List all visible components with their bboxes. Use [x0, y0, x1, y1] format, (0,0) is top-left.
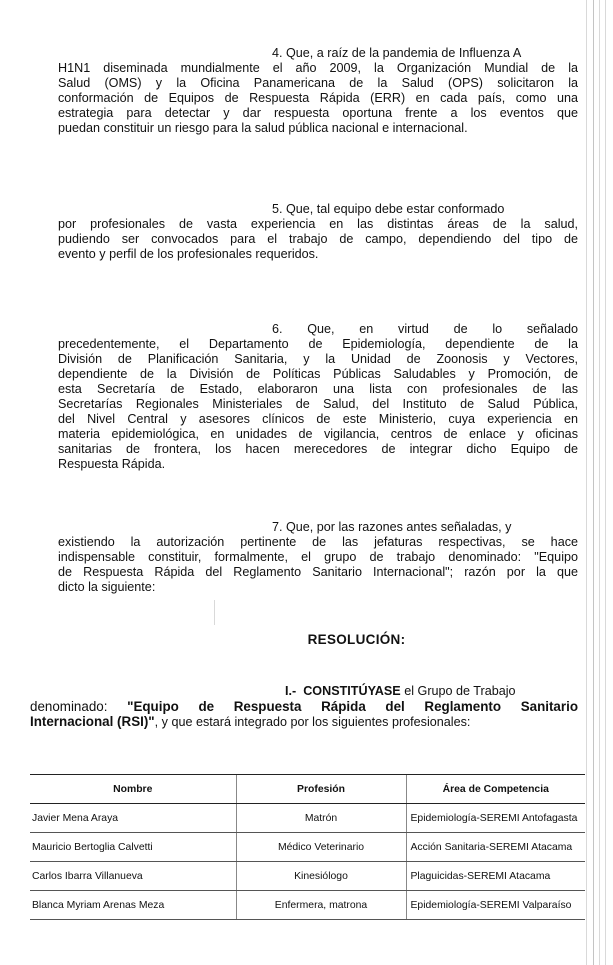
cell-nombre: Javier Mena Araya	[30, 804, 236, 833]
cell-nombre: Carlos Ibarra Villanueva	[30, 862, 236, 891]
paragraph-line: puedan constituir un riesgo para la salud pública nacional e internacional.	[58, 121, 468, 135]
cell-profesion: Kinesiólogo	[236, 862, 406, 891]
paragraph-line: Secretarías Regionales Ministeriales de Salud, del Instituto de Salud Pública,	[58, 397, 578, 411]
item-text: , y que estará integrado por los siguientes profesionales:	[154, 715, 471, 729]
header-nombre: Nombre	[30, 775, 236, 804]
paragraph-line: del Nivel Central y asesores clínicos de este Ministerio, cuya experiencia en	[58, 412, 578, 426]
resolution-heading	[0, 632, 613, 647]
paragraph-line	[30, 714, 578, 730]
paragraph-line	[30, 699, 578, 714]
paragraph-line: de Respuesta Rápida del Reglamento Sanitario Internacional"; razón por la que	[58, 565, 578, 579]
paragraph-5	[58, 202, 578, 262]
cell-profesion: Médico Veterinario	[236, 833, 406, 862]
cell-area: Acción Sanitaria-SEREMI Atacama	[406, 833, 585, 862]
paragraph-6	[58, 322, 578, 472]
paragraph-line: 4. Que, a raíz de la pandemia de Influenza A	[272, 46, 522, 60]
item-text: el Grupo de Trabajo	[400, 684, 516, 698]
paragraph-line: evento y perfil de los profesionales requeridos.	[58, 247, 319, 261]
paragraph-line: existiendo la autorización pertinente de las jefaturas respectivas, se hace	[58, 535, 578, 549]
item-bold-text: "Equipo de Respuesta Rápida del Reglamento Sanitario	[127, 699, 578, 714]
table-row	[30, 862, 585, 891]
paragraph-line: 5. Que, tal equipo debe estar conformado	[272, 202, 505, 216]
scan-artifact-line	[586, 0, 587, 965]
paragraph-line: dicto la siguiente:	[58, 580, 156, 594]
paragraph-line: estrategia para detectar y dar respuesta oportuna frente a los eventos que	[58, 106, 578, 120]
item-verb: CONSTITÚYASE	[303, 684, 401, 698]
paragraph-line: conformación de Equipos de Respuesta Rápida (ERR) en cada país, como una	[58, 91, 578, 105]
table-row	[30, 833, 585, 862]
professionals-table	[30, 774, 585, 920]
paragraph-line: Salud (OMS) y la Oficina Panamericana de la Salud (OPS) solicitaron la	[58, 76, 578, 90]
scan-artifact-line	[593, 0, 594, 965]
header-profesion: Profesión	[236, 775, 406, 804]
paragraph-line: precedentemente, el Departamento de Epidemiología, dependiente de la	[58, 337, 578, 351]
paragraph-line: dependiente de la División de Políticas Públicas Saludables y Promoción, de	[58, 367, 578, 381]
cell-profesion: Matrón	[236, 804, 406, 833]
paragraph-line: por profesionales de vasta experiencia en las distintas áreas de la salud,	[58, 217, 578, 231]
paragraph-line: H1N1 diseminada mundialmente el año 2009, la Organización Mundial de la	[58, 61, 578, 75]
paragraph-4	[58, 46, 578, 136]
table-header-row	[30, 775, 585, 804]
item-bold-text: Internacional (RSI)"	[30, 714, 155, 729]
paragraph-line: indispensable constituir, formalmente, el grupo de trabajo denominado: "Equipo	[58, 550, 578, 564]
paragraph-line: División de Planificación Sanitaria, y la Unidad de Zoonosis y Vectores,	[58, 352, 578, 366]
scan-artifact-line	[605, 0, 606, 965]
paragraph-line: 7. Que, por las razones antes señaladas, y	[272, 520, 512, 534]
paragraph-line: Respuesta Rápida.	[58, 457, 166, 471]
table-row	[30, 891, 585, 920]
header-area: Área de Competencia	[406, 775, 585, 804]
paragraph-line: pudiendo ser convocados para el trabajo de campo, dependiendo del tipo de	[58, 232, 578, 246]
paragraph-line	[30, 684, 578, 699]
cell-nombre: Blanca Myriam Arenas Meza	[30, 891, 236, 920]
cell-area: Epidemiología-SEREMI Valparaíso	[406, 891, 585, 920]
cell-area: Epidemiología-SEREMI Antofagasta	[406, 804, 585, 833]
cell-profesion: Enfermera, matrona	[236, 891, 406, 920]
cell-area: Plaguicidas-SEREMI Atacama	[406, 862, 585, 891]
scan-artifact-line	[599, 0, 600, 965]
scan-artifact-line	[214, 600, 215, 625]
item-text: denominado:	[30, 699, 128, 714]
cell-nombre: Mauricio Bertoglia Calvetti	[30, 833, 236, 862]
paragraph-line: 6. Que, en virtud de lo señalado	[272, 322, 578, 336]
table-row	[30, 804, 585, 833]
resolution-item-1	[30, 684, 578, 730]
item-number: I.-	[285, 684, 297, 698]
paragraph-line: materia epidemiológica, en unidades de vigilancia, centros de enlace y oficinas	[58, 427, 578, 441]
paragraph-line: esta Secretaría de Estado, elaboraron una lista con profesionales de las	[58, 382, 578, 396]
paragraph-line: sanitarias de frontera, los hacen merecedores de integrar dicho Equipo de	[58, 442, 578, 456]
resolution-heading-text: RESOLUCIÓN:	[307, 632, 406, 647]
paragraph-7	[58, 520, 578, 595]
